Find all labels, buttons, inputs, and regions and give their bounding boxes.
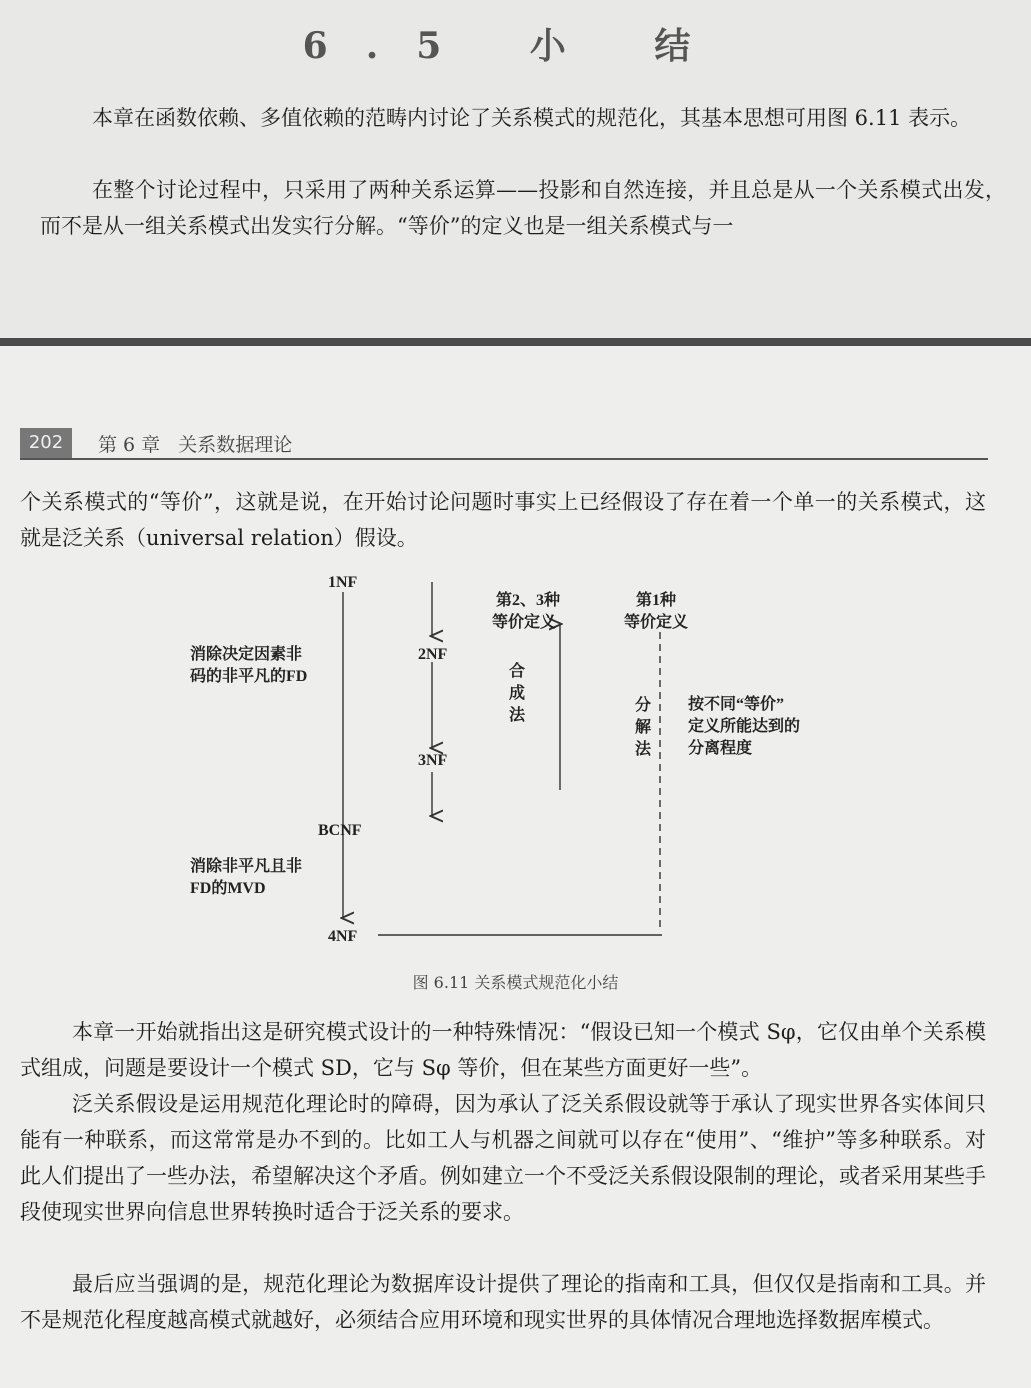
nf-bcnf: BCNF — [318, 822, 362, 839]
figure-normalization — [0, 560, 1031, 1000]
nf-4nf: 4NF — [328, 928, 358, 945]
nf-1nf: 1NF — [328, 574, 358, 591]
nf-3nf: 3NF — [418, 752, 448, 769]
label-eliminate-fd: 消除决定因素非 码的非平凡的FD — [190, 646, 308, 685]
label-separation-degree: 按不同“等价” 定义所能达到的 分离程度 — [688, 696, 801, 757]
page-number: 202 — [20, 428, 72, 458]
paragraph: 本章在函数依赖、多值依赖的范畴内讨论了关系模式的规范化，其基本思想可用图 6.11 表示。 — [92, 106, 972, 130]
intro-paragraph: 个关系模式的“等价”，这就是说，在开始讨论问题时事实上已经假设了存在着一个单一的关系模式，这就是泛关系（universal relation）假设。 — [20, 490, 986, 550]
label-eliminate-mvd: 消除非平凡且非 FD的MVD — [190, 858, 303, 897]
paragraph: 本章一开始就指出这是研究模式设计的一种特殊情况：“假设已知一个模式 Sφ，它仅由单个关系模式组成，问题是要设计一个模式 SD，它与 Sφ 等价，但在某些方面更好一些”。 — [20, 1020, 986, 1080]
page-divider — [0, 338, 1031, 346]
top-page — [0, 0, 1031, 338]
figure-caption: 图 6.11 关系模式规范化小结 — [412, 973, 619, 992]
label-equiv-1: 第1种 等价定义 — [624, 592, 689, 631]
paragraph: 最后应当强调的是，规范化理论为数据库设计提供了理论的指南和工具，但仅仅是指南和工具。并不是规范化程度越高模式就越好，必须结合应用环境和现实世界的具体情况合理地选择数据库模式。 — [20, 1272, 986, 1332]
paragraph: 在整个讨论过程中，只采用了两种关系运算——投影和自然连接，并且总是从一个关系模式出发，而不是从一组关系模式出发实行分解。“等价”的定义也是一组关系模式与一 — [40, 178, 1006, 238]
label-synthesis: 合 成 法 — [508, 661, 525, 724]
running-head — [20, 424, 988, 460]
label-equiv-23: 第2、3种 等价定义 — [492, 592, 561, 631]
chapter-number: 第 6 章 — [98, 434, 161, 456]
section-title: 6.5 小 结 — [302, 25, 729, 67]
nf-2nf: 2NF — [418, 646, 448, 663]
chapter-heading — [98, 430, 292, 457]
label-decomposition: 分 解 法 — [634, 695, 651, 758]
chapter-title: 关系数据理论 — [178, 434, 293, 456]
paragraph: 泛关系假设是运用规范化理论时的障碍，因为承认了泛关系假设就等于承认了现实世界各实体间只能有一种联系，而这常常是办不到的。比如工人与机器之间就可以存在“使用”、“维护”等多种联系。对此人们提出了一些办法，希望解决这个矛盾。例如建立一个不受泛关系假设限制的理论，或者采用某些手段使现实世界向信息世界转换时适合于泛关系的要求。 — [20, 1092, 986, 1224]
